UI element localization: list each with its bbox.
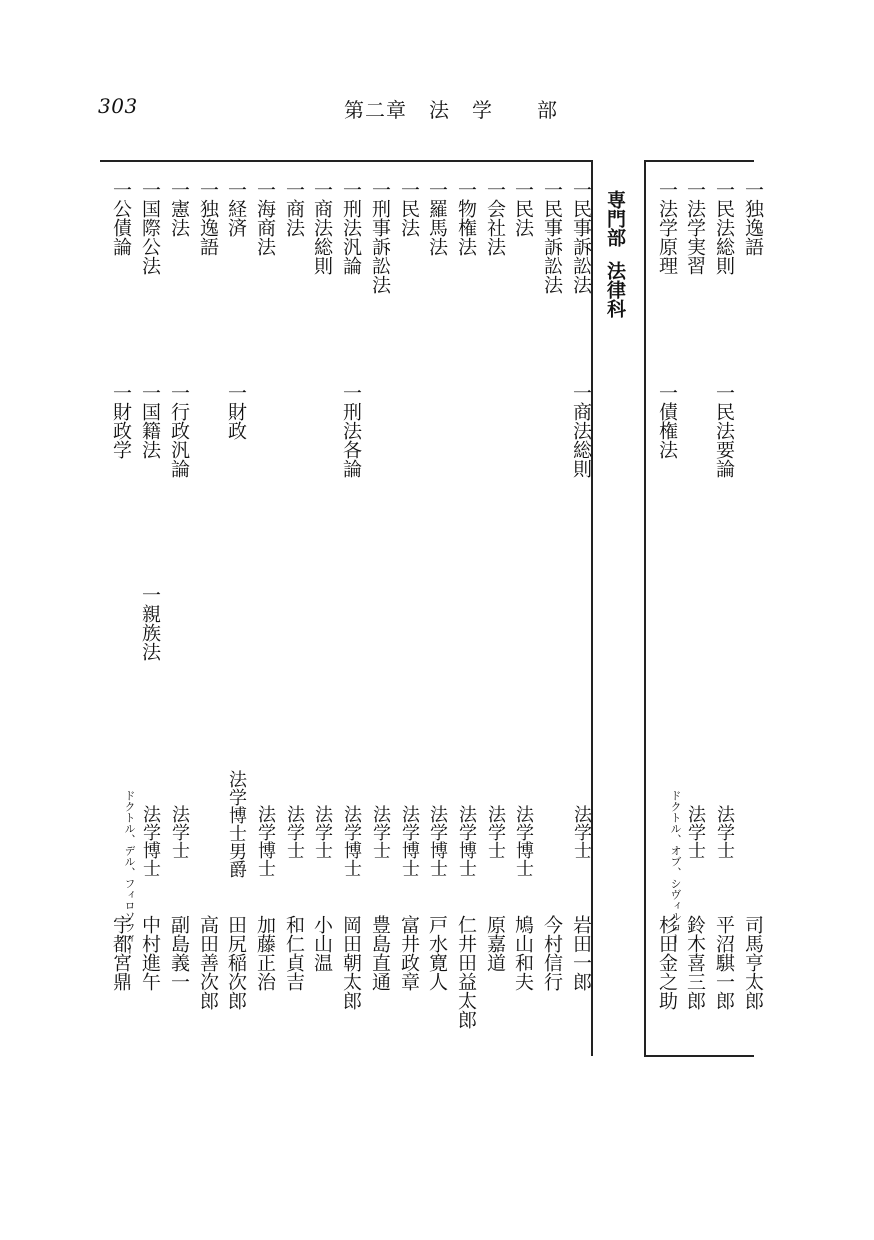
name-cell: 小山温 xyxy=(311,915,333,972)
subject-cell: 一商法総則 xyxy=(311,180,333,275)
degree-cell: 法学士 xyxy=(169,805,190,859)
degree-cell: 法学博士 xyxy=(427,805,448,877)
subject-cell: 一独逸語 xyxy=(197,180,219,256)
name-cell: 豊島直通 xyxy=(369,915,391,991)
degree-cell: 法学士 xyxy=(685,805,706,859)
subject-cell-2: 一債権法 xyxy=(656,383,678,459)
title-char-1: 法 xyxy=(429,98,450,122)
degree-cell: 法学博士 xyxy=(341,805,362,877)
degree-ruby-cell: ドクトル、オブ、シヴィルロー xyxy=(669,790,682,944)
degree-cell: 法学博士 xyxy=(456,805,477,877)
top-rule-right xyxy=(644,160,754,162)
subject-cell: 一法学実習 xyxy=(684,180,706,275)
subject-cell-2: 一財政学 xyxy=(110,383,132,459)
name-cell: 杉田金之助 xyxy=(656,915,678,1010)
name-cell: 高田善次郎 xyxy=(197,915,219,1010)
subject-cell: 一民法 xyxy=(512,180,534,237)
name-cell: 加藤正治 xyxy=(254,915,276,991)
subject-cell: 一刑事訴訟法 xyxy=(369,180,391,294)
name-cell: 仁井田益太郎 xyxy=(455,915,477,1029)
vertical-rule-right-table xyxy=(644,160,646,1056)
degree-cell: 法学士 xyxy=(312,805,333,859)
name-cell: 岩田一郎 xyxy=(570,915,592,991)
name-cell: 平沼騏一郎 xyxy=(713,915,735,1010)
chapter-label: 第二章 xyxy=(344,98,407,122)
name-cell: 宇都宮鼎 xyxy=(110,915,132,991)
subject-cell-2: 一行政汎論 xyxy=(168,383,190,478)
subject-cell: 一独逸語 xyxy=(742,180,764,256)
subject-cell: 一経済 xyxy=(225,180,247,237)
section-heading xyxy=(600,190,630,318)
degree-cell: 法学博士 xyxy=(513,805,534,877)
page-number: 303 xyxy=(98,94,138,118)
degree-cell: 法学博士男爵 xyxy=(226,770,247,878)
degree-ruby-cell: ドクトル、デル、フィロソフィー xyxy=(123,790,136,955)
subject-cell: 一民事訴訟法 xyxy=(541,180,563,294)
degree-cell: 法学博士 xyxy=(255,805,276,877)
name-cell: 和仁貞吉 xyxy=(283,915,305,991)
subject-cell-3: 一親族法 xyxy=(139,585,161,661)
subject-cell: 一法学原理 xyxy=(656,180,678,275)
name-cell: 今村信行 xyxy=(541,915,563,991)
subject-cell: 一会社法 xyxy=(484,180,506,256)
dept-label: 専門部 xyxy=(604,190,626,247)
subject-cell-2: 一商法総則 xyxy=(570,383,592,478)
name-cell: 田尻稲次郎 xyxy=(225,915,247,1010)
subject-cell-2: 一国籍法 xyxy=(139,383,161,459)
name-cell: 司馬亨太郎 xyxy=(742,915,764,1010)
name-cell: 岡田朝太郎 xyxy=(340,915,362,1010)
title-char-2: 学 xyxy=(472,98,493,122)
subject-cell: 一国際公法 xyxy=(139,180,161,275)
name-cell: 戸水寛人 xyxy=(426,915,448,991)
subject-cell: 一海商法 xyxy=(254,180,276,256)
subject-cell: 一民法総則 xyxy=(713,180,735,275)
degree-cell: 法学士 xyxy=(485,805,506,859)
title-char-3: 部 xyxy=(537,98,558,122)
degree-cell: 法学士 xyxy=(284,805,305,859)
subject-cell: 一民法 xyxy=(398,180,420,237)
subject-cell-2: 一財政 xyxy=(225,383,247,440)
subject-cell: 一羅馬法 xyxy=(426,180,448,256)
subject-cell: 一物権法 xyxy=(455,180,477,256)
degree-cell: 法学士 xyxy=(714,805,735,859)
subject-cell: 一憲法 xyxy=(168,180,190,237)
name-cell: 中村進午 xyxy=(139,915,161,991)
degree-cell: 法学博士 xyxy=(399,805,420,877)
degree-cell: 法学士 xyxy=(571,805,592,859)
degree-cell: 法学博士 xyxy=(140,805,161,877)
name-cell: 富井政章 xyxy=(398,915,420,991)
name-cell: 原嘉道 xyxy=(484,915,506,972)
name-cell: 鳩山和夫 xyxy=(512,915,534,991)
top-rule-left xyxy=(100,160,592,162)
name-cell: 鈴木喜三郎 xyxy=(684,915,706,1010)
subject-cell-2: 一民法要論 xyxy=(713,383,735,478)
subject-cell: 一公債論 xyxy=(110,180,132,256)
degree-cell: 法学士 xyxy=(370,805,391,859)
subject-cell: 一商法 xyxy=(283,180,305,237)
faculty-label: 法律科 xyxy=(604,261,626,318)
subject-cell: 一刑法汎論 xyxy=(340,180,362,275)
bottom-rule-right xyxy=(644,1055,754,1057)
page-title xyxy=(344,94,558,123)
subject-cell: 一民事訴訟法 xyxy=(570,180,592,294)
name-cell: 副島義一 xyxy=(168,915,190,991)
subject-cell-2: 一刑法各論 xyxy=(340,383,362,478)
